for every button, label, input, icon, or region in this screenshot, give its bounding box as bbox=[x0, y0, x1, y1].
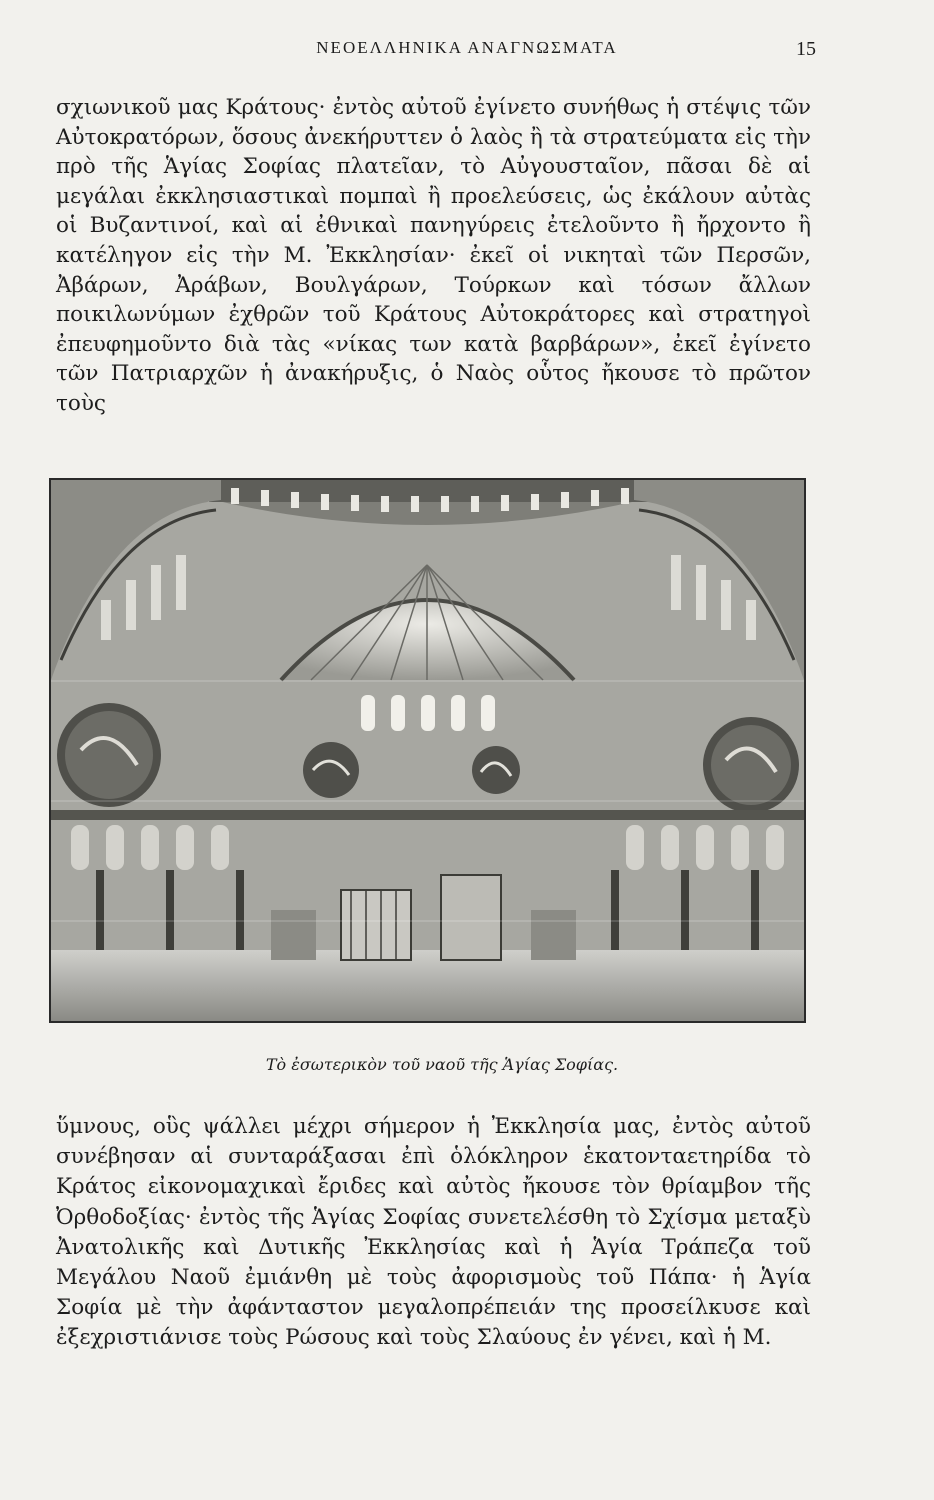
running-title: ΝΕΟΕΛΛΗΝΙΚΑ ΑΝΑΓΝΩΣΜΑΤΑ bbox=[316, 38, 618, 57]
photo-illustration bbox=[51, 480, 804, 1021]
figure-caption: Τὸ ἐσωτερικὸν τοῦ ναοῦ τῆς Ἁγίας Σοφίας. bbox=[265, 1055, 619, 1074]
page-number: 15 bbox=[796, 38, 816, 60]
hagia-sophia-interior-photo bbox=[49, 478, 806, 1023]
lower-paragraph: ὕμνους, οὓς ψάλλει μέχρι σήμερον ἡ Ἐκκλησία μας, ἐντὸς αὐτοῦ συνέβησαν αἱ συνταράξασαι ἐπὶ ὁλόκληρον ἑκατονταετηρίδα τὸ Κράτος εἰκονομαχικαὶ ἔριδες καὶ αὐτὸς ἤκουσε τὸν θρίαμβον τῆς Ὀρθοδοξίας· ἐντὸς τῆς Ἁγίας Σοφίας συνετελέσθη τὸ Σχίσμα μεταξὺ Ἀνατολικῆς καὶ Δυτικῆς Ἐκκλησίας καὶ ἡ Ἁγία Τράπεζα τοῦ Μεγάλου Ναοῦ ἐμιάνθη μὲ τοὺς ἀφορισμοὺς τοῦ Πάπα· ἡ Ἁγία Σοφία μὲ τὴν ἀφάνταστον μεγαλοπρέπειάν της προσείλκυσε καὶ ἐξεχριστιάνισε τοὺς Ρώσους καὶ τοὺς Σλαύους ἐν γένει, καὶ ἡ Μ. bbox=[56, 1114, 811, 1351]
upper-paragraph: σχιωνικοῦ μας Κράτους· ἐντὸς αὐτοῦ ἐγίνετο συνήθως ἡ στέψις τῶν Αὐτοκρατόρων, ὅσους ἀνεκήρυττεν ὁ λαὸς ἢ τὰ στρατεύματα εἰς τὴν πρὸ τῆς Ἁγίας Σοφίας πλατεῖαν, τὸ Αὐγουσταῖον, πᾶσαι δὲ αἱ μεγάλαι ἐκκλησιαστικαὶ πομπαὶ ἢ προελεύσεις, ὡς ἐκάλουν αὐτὰς οἱ Βυζαντινοί, καὶ αἱ ἐθνικαὶ πανηγύρεις ἐτελοῦντο ἢ ἤρχοντο ἢ κατέληγον εἰς τὴν Μ. Ἐκκλησίαν· ἐκεῖ οἱ νικηταὶ τῶν Περσῶν, Ἀβάρων, Ἀράβων, Βουλγάρων, Τούρκων καὶ τόσων ἄλλων ποικιλωνύμων ἐχθρῶν τοῦ Κράτους Αὐτοκράτορες καὶ στρατηγοὶ ἐπευφημοῦντο διὰ τὰς «νίκας των κατὰ βαρβάρων», ἐκεῖ ἐγίνετο τῶν Πατριαρχῶν ἡ ἀνακήρυξις, ὁ Ναὸς οὗτος ἤκουσε τὸ πρῶτον τοὺς bbox=[56, 95, 811, 416]
running-head bbox=[0, 38, 934, 64]
